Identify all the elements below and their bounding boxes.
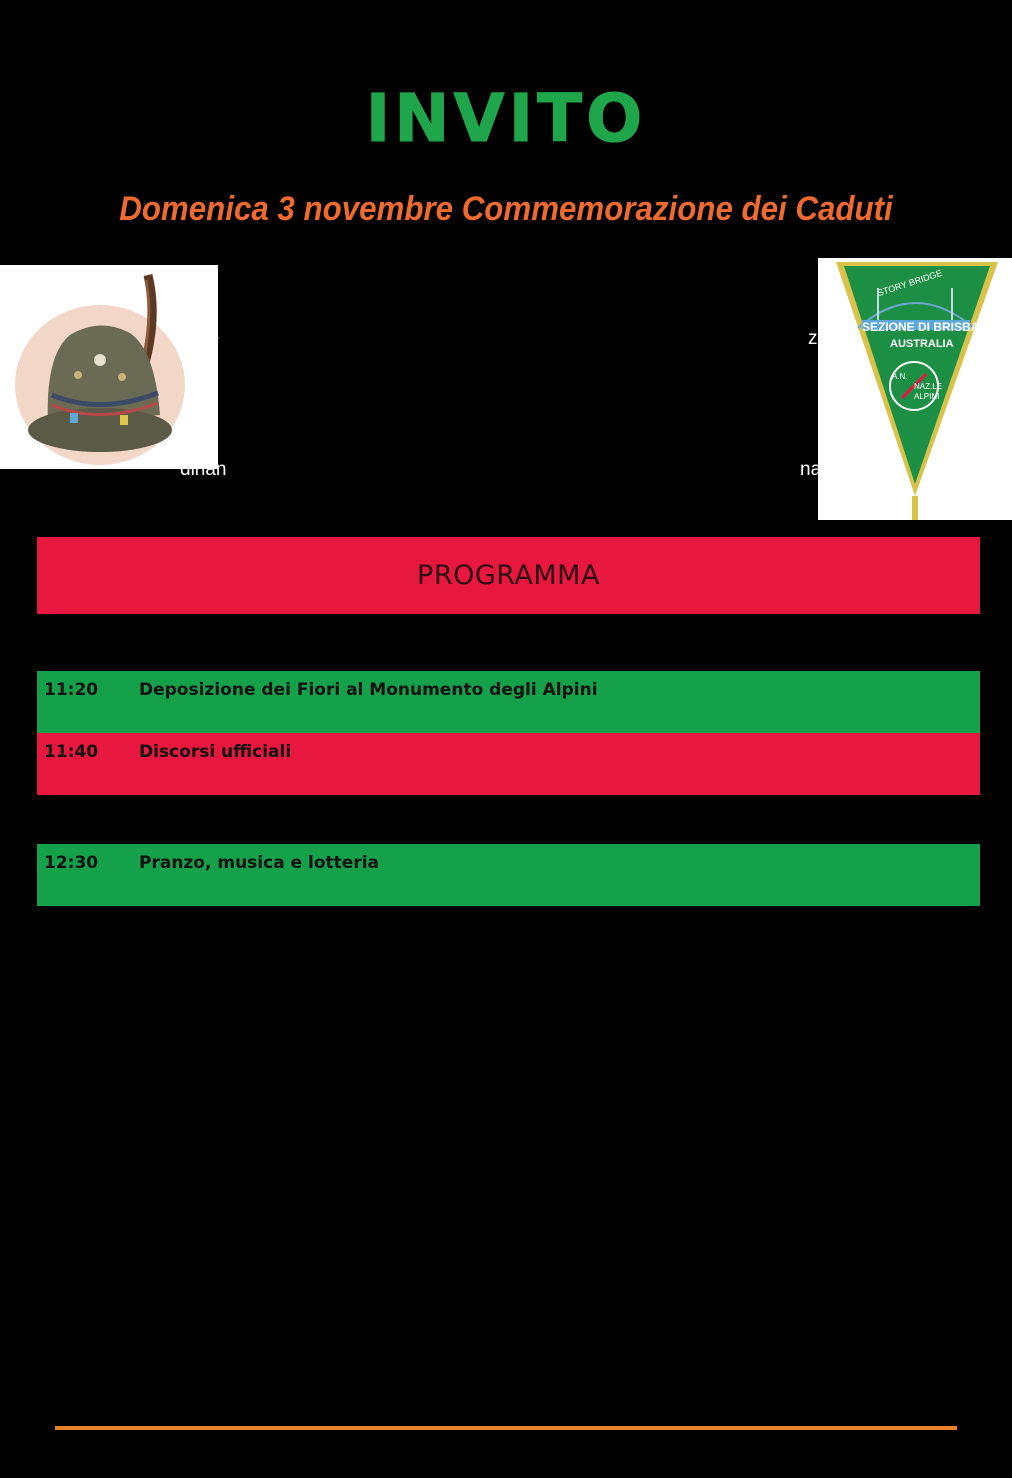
event-subtitle: Domenica 3 novembre Commemorazione dei Caduti <box>119 190 893 228</box>
program-label: Pranzo, musica e lotteria <box>139 853 380 873</box>
intro-line-end: zio <box>808 328 833 349</box>
dinner-line-end: na, <box>800 459 827 480</box>
intro-line-start: la Fe <box>177 328 220 349</box>
pennant-top-text: STORY BRIDGE <box>876 267 944 299</box>
programma-header: PROGRAMMA <box>37 537 980 614</box>
program-label: Discorsi ufficiali <box>139 742 292 762</box>
program-time: 11:20 <box>44 680 99 700</box>
program-label: Deposizione dei Fiori al Monumento degli Alpini <box>139 680 598 700</box>
program-time: 12:30 <box>44 853 99 873</box>
pennant-badge-text: A.N. <box>892 372 908 381</box>
program-row <box>37 733 980 795</box>
program-row <box>37 671 980 733</box>
pennant-badge-text: ALPINI <box>914 392 940 401</box>
invite-title: INVITO <box>365 80 647 157</box>
program-row <box>37 844 980 906</box>
footer-divider <box>55 1426 957 1430</box>
pennant-section-text: SEZIONE DI BRISBANE <box>862 320 997 334</box>
dinner-line-start: dinan <box>180 459 227 480</box>
pennant-image <box>818 258 1012 520</box>
pennant-country-text: AUSTRALIA <box>890 338 954 350</box>
program-time: 11:40 <box>44 742 99 762</box>
alpine-hat-image <box>0 265 218 469</box>
pennant-badge-text: NAZ.LE <box>914 382 943 391</box>
